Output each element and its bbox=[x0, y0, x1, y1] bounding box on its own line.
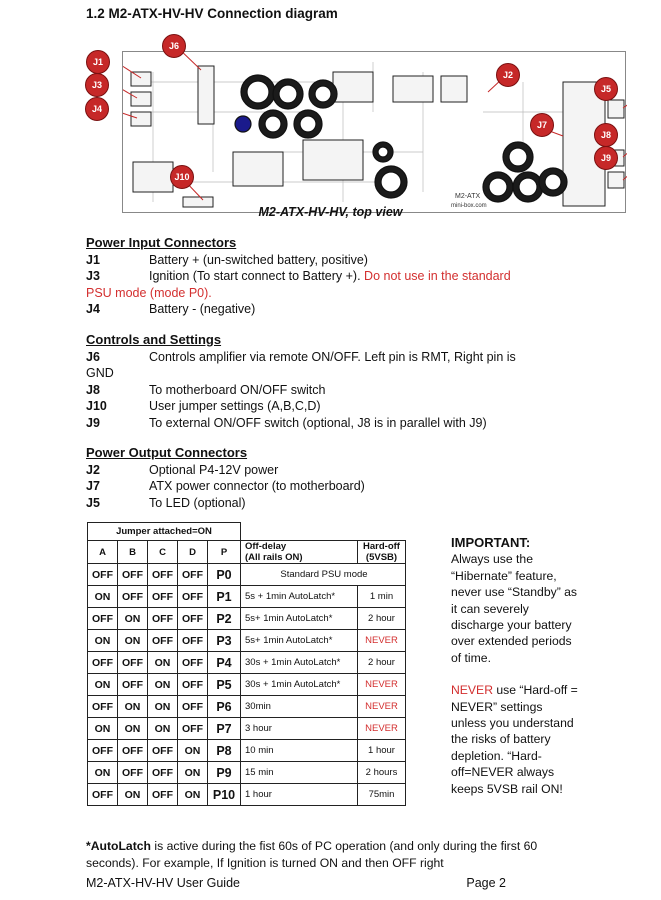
cell-d: ON bbox=[178, 740, 208, 762]
cell-delay: 3 hour bbox=[241, 718, 358, 740]
cell-b: OFF bbox=[118, 564, 148, 586]
cell-hard: NEVER bbox=[358, 630, 406, 652]
cell-a: ON bbox=[88, 718, 118, 740]
warning-text-cont: PSU mode (mode P0). bbox=[86, 285, 212, 300]
col-d: D bbox=[178, 541, 208, 564]
cell-c: OFF bbox=[148, 586, 178, 608]
cell-d: OFF bbox=[178, 696, 208, 718]
connector-desc: Controls amplifier via remote ON/OFF. Left pin is RMT, Right pin is bbox=[149, 349, 516, 364]
list-item bbox=[86, 398, 586, 415]
list-item bbox=[86, 268, 586, 285]
cell-b: OFF bbox=[118, 762, 148, 784]
connector-desc: To LED (optional) bbox=[149, 495, 246, 510]
footnote-term: *AutoLatch bbox=[86, 839, 151, 853]
cell-d: OFF bbox=[178, 674, 208, 696]
table-row bbox=[88, 564, 406, 586]
connector-desc: User jumper settings (A,B,C,D) bbox=[149, 399, 321, 413]
col-b: B bbox=[118, 541, 148, 564]
marker-j10: J10 bbox=[170, 165, 194, 189]
marker-j5: J5 bbox=[594, 77, 618, 101]
cell-d: OFF bbox=[178, 564, 208, 586]
group-header: Jumper attached=ON bbox=[88, 523, 241, 541]
cell-delay: 5s+ 1min AutoLatch* bbox=[241, 630, 358, 652]
connector-desc: To external ON/OFF switch (optional, J8 is in parallel with J9) bbox=[149, 415, 487, 430]
list-item bbox=[86, 301, 586, 318]
cell-c: ON bbox=[148, 696, 178, 718]
table-row bbox=[88, 630, 406, 652]
connector-desc: To motherboard ON/OFF switch bbox=[149, 382, 326, 397]
connector-desc: Ignition (To start connect to Battery +). bbox=[149, 269, 361, 283]
cell-d: OFF bbox=[178, 586, 208, 608]
cell-a: ON bbox=[88, 586, 118, 608]
autolatch-footnote bbox=[86, 838, 586, 871]
cell-b: ON bbox=[118, 608, 148, 630]
connector-code: J7 bbox=[86, 479, 100, 493]
cell-hard: 1 min bbox=[358, 586, 406, 608]
marker-j9: J9 bbox=[594, 146, 618, 170]
connector-desc: Battery - (negative) bbox=[149, 302, 256, 316]
cell-b: OFF bbox=[118, 652, 148, 674]
cell-a: OFF bbox=[88, 608, 118, 630]
cell-hard: NEVER bbox=[358, 674, 406, 696]
page-footer bbox=[86, 876, 506, 890]
board-label: M2-ATX bbox=[455, 193, 481, 200]
marker-j2: J2 bbox=[496, 63, 520, 87]
cell-d: ON bbox=[178, 784, 208, 806]
connector-code: J1 bbox=[86, 252, 100, 267]
connector-code: J8 bbox=[86, 382, 100, 397]
table-row bbox=[88, 652, 406, 674]
cell-b: ON bbox=[118, 696, 148, 718]
cell-delay: 10 min bbox=[241, 740, 358, 762]
table-row bbox=[88, 740, 406, 762]
col-offdelay bbox=[241, 541, 358, 564]
list-item bbox=[86, 415, 586, 432]
connector-code: J6 bbox=[86, 349, 100, 364]
cell-c: OFF bbox=[148, 740, 178, 762]
cell-p: P2 bbox=[208, 608, 241, 630]
pcb-diagram bbox=[80, 28, 640, 209]
cell-p: P3 bbox=[208, 630, 241, 652]
pcb-illustration bbox=[123, 52, 627, 214]
cell-a: OFF bbox=[88, 696, 118, 718]
marker-j3: J3 bbox=[85, 73, 109, 97]
connector-code: J10 bbox=[86, 399, 107, 413]
important-note bbox=[451, 535, 581, 797]
controls-section bbox=[86, 332, 586, 431]
diagram-caption: M2-ATX-HV-HV, top view bbox=[258, 205, 403, 219]
cell-hard: 75min bbox=[358, 784, 406, 806]
cell-p: P7 bbox=[208, 718, 241, 740]
cell-hard: NEVER bbox=[358, 696, 406, 718]
list-item bbox=[86, 382, 586, 399]
cell-p: P9 bbox=[208, 762, 241, 784]
cell-d: OFF bbox=[178, 608, 208, 630]
cell-d: OFF bbox=[178, 630, 208, 652]
connector-desc: ATX power connector (to motherboard) bbox=[149, 479, 365, 493]
cell-d: ON bbox=[178, 762, 208, 784]
cell-c: ON bbox=[148, 674, 178, 696]
table-row bbox=[88, 762, 406, 784]
controls-title: Controls and Settings bbox=[86, 332, 222, 347]
table-row bbox=[88, 718, 406, 740]
important-body: Always use the “Hibernate” feature, never use “Standby” as it can severely discharge your battery over extended periods of time. bbox=[451, 552, 578, 665]
cell-b: OFF bbox=[118, 740, 148, 762]
cell-a: OFF bbox=[88, 652, 118, 674]
power-output-section bbox=[86, 445, 586, 511]
table-row bbox=[88, 586, 406, 608]
marker-j6: J6 bbox=[162, 34, 186, 58]
cell-p: P5 bbox=[208, 674, 241, 696]
cell-hard: 2 hour bbox=[358, 608, 406, 630]
cell-delay: 5s+ 1min AutoLatch* bbox=[241, 608, 358, 630]
cell-d: OFF bbox=[178, 652, 208, 674]
cell-delay: 1 hour bbox=[241, 784, 358, 806]
power-input-section bbox=[86, 235, 586, 318]
cell-p: P8 bbox=[208, 740, 241, 762]
col-c: C bbox=[148, 541, 178, 564]
never-warning-body: use “Hard-off = NEVER” settings unless you understand the risks of battery depletion. “Hard-off=NEVER always keeps 5VSB rail ON! bbox=[451, 683, 578, 796]
table-row bbox=[88, 696, 406, 718]
cell-b: ON bbox=[118, 630, 148, 652]
cell-b: ON bbox=[118, 784, 148, 806]
cell-c: OFF bbox=[148, 564, 178, 586]
jumper-settings-table bbox=[87, 522, 406, 806]
list-item bbox=[86, 349, 586, 366]
col-offdelay-sub: (All rails ON) bbox=[245, 552, 303, 563]
connector-code: J4 bbox=[86, 302, 100, 316]
connector-code: J2 bbox=[86, 462, 100, 477]
cell-a: ON bbox=[88, 762, 118, 784]
cell-p: P4 bbox=[208, 652, 241, 674]
cell-p: P6 bbox=[208, 696, 241, 718]
connector-code: J9 bbox=[86, 415, 100, 430]
cell-delay: 30min bbox=[241, 696, 358, 718]
cell-hard: 2 hours bbox=[358, 762, 406, 784]
connector-desc: Battery + (un-switched battery, positive) bbox=[149, 252, 368, 267]
cell-delay: 5s + 1min AutoLatch* bbox=[241, 586, 358, 608]
header-spacer bbox=[241, 523, 406, 541]
cell-hard: NEVER bbox=[358, 718, 406, 740]
cell-c: OFF bbox=[148, 630, 178, 652]
cell-delay: 30s + 1min AutoLatch* bbox=[241, 652, 358, 674]
power-output-title: Power Output Connectors bbox=[86, 445, 248, 460]
col-hardoff-label: Hard-off bbox=[363, 541, 400, 552]
cell-p: P0 bbox=[208, 564, 241, 586]
col-hardoff bbox=[358, 541, 406, 564]
cell-a: OFF bbox=[88, 564, 118, 586]
table-row bbox=[88, 784, 406, 806]
cell-c: OFF bbox=[148, 784, 178, 806]
marker-j8: J8 bbox=[594, 123, 618, 147]
connector-desc: Optional P4-12V power bbox=[149, 462, 279, 477]
power-input-title: Power Input Connectors bbox=[86, 235, 237, 250]
cell-b: ON bbox=[118, 718, 148, 740]
cell-hard: 1 hour bbox=[358, 740, 406, 762]
cell-a: OFF bbox=[88, 784, 118, 806]
cell-p: P1 bbox=[208, 586, 241, 608]
jumper-table-body bbox=[88, 564, 406, 806]
warning-text: Do not use in the standard bbox=[360, 269, 511, 283]
board-sublabel: mini-box.com bbox=[451, 203, 487, 209]
table-row bbox=[88, 608, 406, 630]
cell-delay: Standard PSU mode bbox=[241, 564, 406, 586]
page-number: Page 2 bbox=[466, 876, 506, 890]
list-item bbox=[86, 462, 586, 479]
cell-a: ON bbox=[88, 674, 118, 696]
cell-p: P10 bbox=[208, 784, 241, 806]
list-item bbox=[86, 478, 586, 495]
connector-code: J3 bbox=[86, 269, 100, 283]
cell-hard: 2 hour bbox=[358, 652, 406, 674]
cell-delay: 30s + 1min AutoLatch* bbox=[241, 674, 358, 696]
col-offdelay-label: Off-delay bbox=[245, 541, 287, 552]
footnote-text: is active during the fist 60s of PC operation (and only during the first 60 seconds). For example, If Ignition is turned ON and then OFF right bbox=[86, 839, 538, 870]
section-heading: 1.2 M2-ATX-HV-HV Connection diagram bbox=[86, 6, 338, 21]
connector-desc-cont: GND bbox=[86, 366, 114, 380]
list-item bbox=[86, 252, 586, 269]
footer-title: M2-ATX-HV-HV User Guide bbox=[86, 876, 240, 890]
marker-j1: J1 bbox=[86, 50, 110, 74]
marker-j7: J7 bbox=[530, 113, 554, 137]
important-title: IMPORTANT: bbox=[451, 535, 531, 550]
cell-delay: 15 min bbox=[241, 762, 358, 784]
col-hardoff-sub: (5VSB) bbox=[365, 552, 398, 563]
cell-c: ON bbox=[148, 652, 178, 674]
cell-b: OFF bbox=[118, 586, 148, 608]
col-a: A bbox=[88, 541, 118, 564]
cell-a: OFF bbox=[88, 740, 118, 762]
col-p: P bbox=[208, 541, 241, 564]
never-word: NEVER bbox=[451, 683, 493, 698]
cell-a: ON bbox=[88, 630, 118, 652]
cell-b: OFF bbox=[118, 674, 148, 696]
cell-c: ON bbox=[148, 718, 178, 740]
table-row bbox=[88, 674, 406, 696]
list-item bbox=[86, 495, 586, 512]
cell-d: OFF bbox=[178, 718, 208, 740]
connector-code: J5 bbox=[86, 495, 100, 510]
never-warning bbox=[451, 682, 581, 797]
cell-c: OFF bbox=[148, 762, 178, 784]
cell-c: OFF bbox=[148, 608, 178, 630]
marker-j4: J4 bbox=[85, 97, 109, 121]
